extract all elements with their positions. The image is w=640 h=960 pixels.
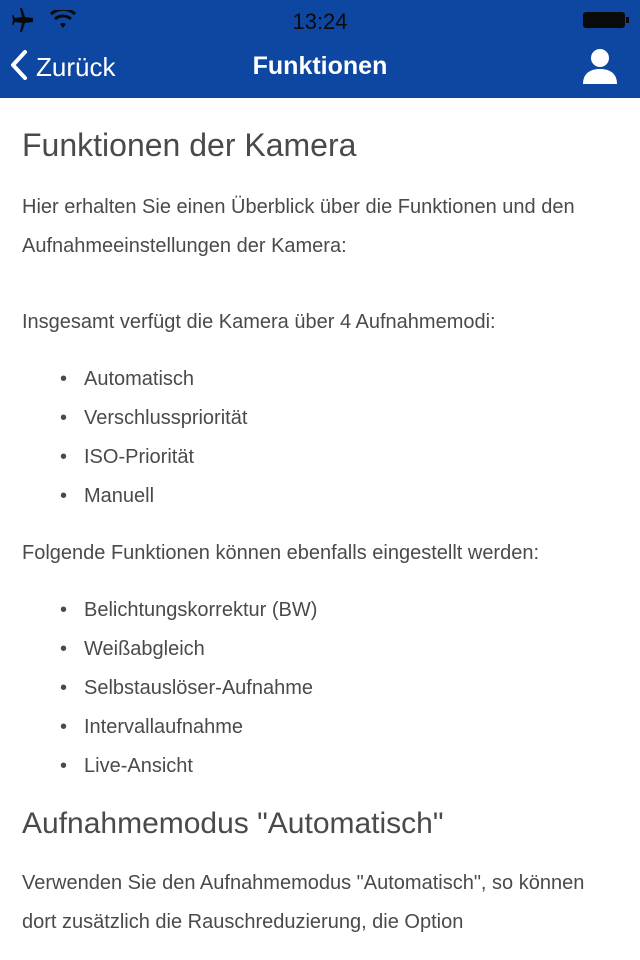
modes-intro-text: Insgesamt verfügt die Kamera über 4 Aufnahmemodi:: [22, 311, 496, 334]
person-icon[interactable]: [580, 46, 620, 91]
battery-icon: [582, 10, 630, 35]
list-item: • ISO-Priorität: [84, 438, 612, 477]
status-time: 13:24: [292, 9, 348, 34]
heading-camera-functions: Funktionen der Kamera: [22, 127, 357, 163]
modes-list: [22, 360, 612, 516]
navigation-bar: [0, 40, 640, 98]
list-item: • Verschlusspriorität: [84, 399, 612, 438]
list-item: • Live-Ansicht: [84, 747, 612, 786]
page-title: Funktionen: [252, 52, 388, 80]
list-item: • Weißabgleich: [84, 630, 612, 669]
list-item: • Belichtungskorrektur (BW): [84, 591, 612, 630]
functions-intro-text: Folgende Funktionen können ebenfalls eingestellt werden:: [22, 542, 540, 565]
list-item: • Manuell: [84, 477, 612, 516]
content-area: [22, 98, 612, 960]
top-bar: [0, 0, 640, 98]
list-item: • Automatisch: [84, 360, 612, 399]
back-label: Zurück: [36, 52, 116, 82]
list-item: • Selbstauslöser-Aufnahme: [84, 669, 612, 708]
list-item: • Intervallaufnahme: [84, 708, 612, 747]
heading-auto-mode: Aufnahmemodus "Automatisch": [22, 807, 444, 841]
auto-mode-text: Verwenden Sie den Aufnahmemodus "Automatisch", so können dort zusätzlich die Rauschreduzierung, die Option: [22, 872, 585, 934]
intro-text: Hier erhalten Sie einen Überblick über die Funktionen und den Aufnahmeeinstellungen der Kamera:: [22, 196, 575, 258]
functions-list: [22, 591, 612, 786]
status-bar: [0, 0, 640, 40]
